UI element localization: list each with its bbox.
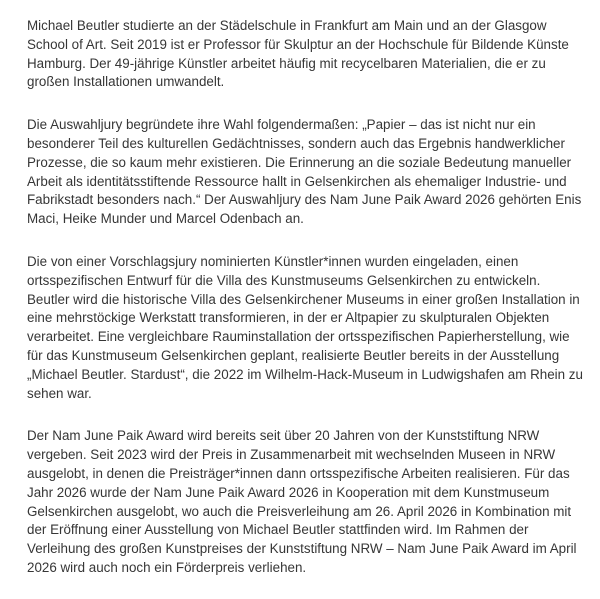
paragraph-project-description: Die von einer Vorschlagsjury nominierten Künstler*innen wurden eingeladen, einen ortsspezifischen Entwurf für die Villa des Kunstmuseums Gelsenkirchen zu entwickeln. Beutler wird die historische Villa des Gelsenkirchener Museums in einer großen Installation in eine mehrstöckige Werkstatt transformieren, in der er Altpapier zu skulpturalen Objekten verarbeitet. Eine vergleichbare Rauminstallation der ortsspezifischen Papierherstellung, wie für das Kunstmuseum Gelsenkirchen geplant, realisierte Beutler bereits in der Ausstellung „Michael Beutler. Stardust“, die 2022 im Wilhelm-Hack-Museum in Ludwigshafen am Rhein zu sehen war. [27, 253, 583, 401]
paragraph-jury-statement: Die Auswahljury begründete ihre Wahl folgendermaßen: „Papier – das ist nicht nur ein besonderer Teil des kulturellen Gedächtnisses, sondern auch das Ergebnis handwerklicher Prozesse, die so kaum mehr existieren. Die Erinnerung an die soziale Bedeutung manueller Arbeit als identitätsstiftende Ressource hallt in Gelsenkirchen als ehemaliger Industrie- und Fabrikstadt besonders nach.“ Der Auswahljury des Nam June Paik Award 2026 gehörten Enis Maci, Heike Munder und Marcel Odenbach an. [27, 117, 582, 227]
paragraph-bio: Michael Beutler studierte an der Städelschule in Frankfurt am Main und an der Glasgow School of Art. Seit 2019 ist er Professor für Skulptur an der Hochschule für Bildende Künste Hamburg. Der 49-jährige Künstler arbeitet häufig mit recycelbaren Materialien, die er zu großen Installationen umwandelt. [27, 18, 569, 90]
paragraph-award-history: Der Nam June Paik Award wird bereits seit über 20 Jahren von der Kunststiftung NRW vergeben. Seit 2023 wird der Preis in Zusammenarbeit mit wechselnden Museen in NRW ausgelobt, in denen die Preisträger*innen dann ortsspezifische Arbeiten realisieren. Für das Jahr 2026 wurde der Nam June Paik Award 2026 in Kooperation mit dem Kunstmuseum Gelsenkirchen ausgelobt, wo auch die Preisverleihung am 26. April 2026 in Kombination mit der Eröffnung einer Ausstellung von Michael Beutler stattfinden wird. Im Rahmen der Verleihung des großen Kunstpreises der Kunststiftung NRW – Nam June Paik Award im April 2026 wird auch noch ein Förderpreis verliehen. [27, 428, 577, 575]
